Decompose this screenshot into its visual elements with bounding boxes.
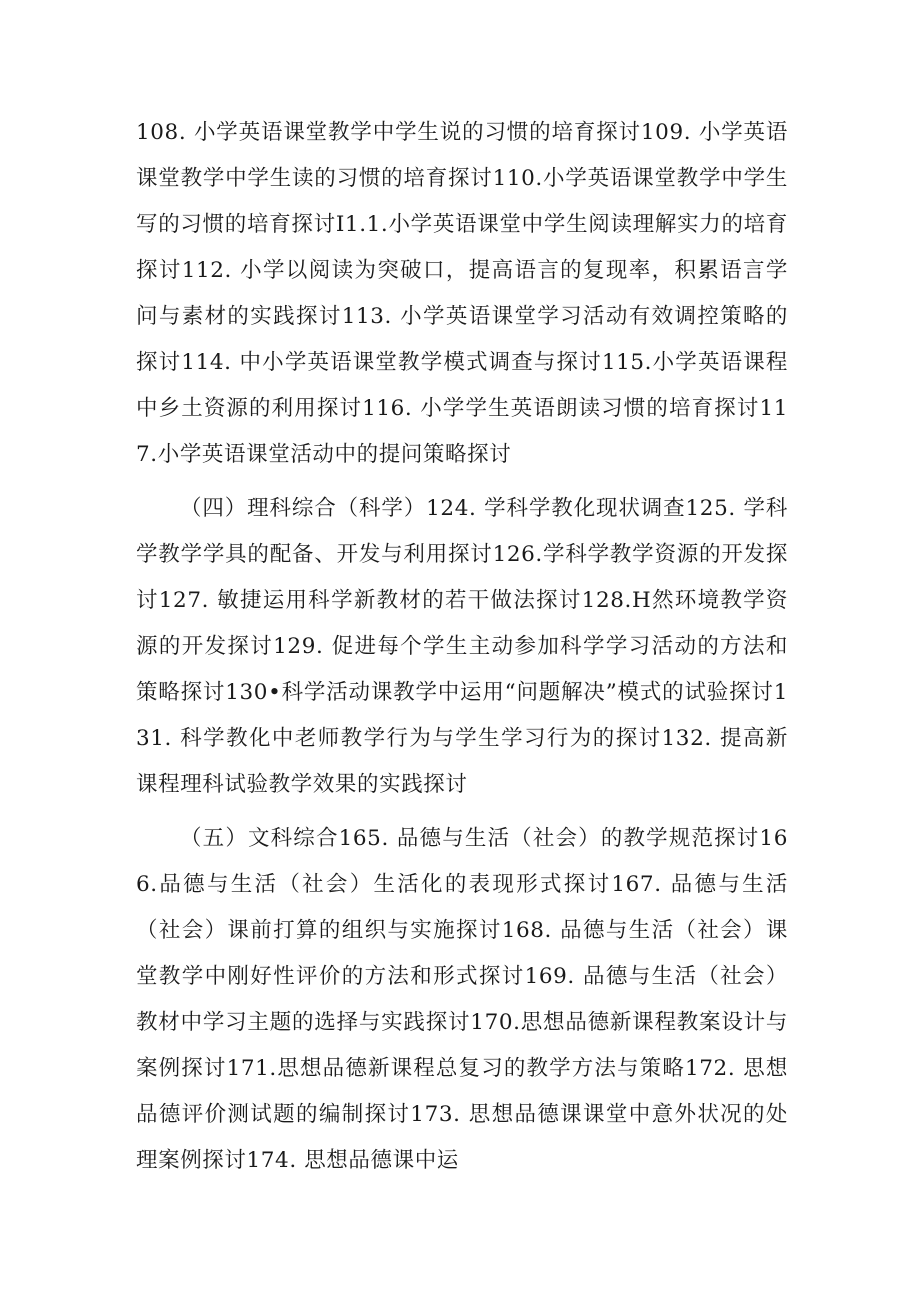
paragraph-english-topics: 108. 小学英语课堂教学中学生说的习惯的培育探讨109. 小学英语课堂教学中学生读的习惯的培育探讨110.小学英语课堂教学中学生写的习惯的培育探讨I1.1.小学英语课堂中学生阅读理解实力的培育探讨112. 小学以阅读为突破口，提高语言的复现率，积累语言学问与素材的实践探讨113. 小学英语课堂学习活动有效调控策略的探讨114. 中小学英语课堂教学模式调查与探讨115.小学英语课程中乡土资源的利用探讨116. 小学学生英语朗读习惯的培育探讨117.小学英语课堂活动中的提问策略探讨	[136, 120, 788, 467]
paragraph-science-topics: （四）理科综合（科学）124. 学科学教化现状调查125. 学科学教学学具的配备、开发与利用探讨126.学科学教学资源的开发探讨127. 敏捷运用科学新教材的若干做法探讨128.H然环境教学资源的开发探讨129. 促进每个学生主动参加科学学习活动的方法和策略探讨130•科学活动课教学中运用“问题解决”模式的试验探讨131. 科学教化中老师教学行为与学生学习行为的探讨132. 提高新课程理科试验教学效果的实践探讨	[136, 496, 788, 797]
document-body	[136, 110, 788, 1184]
paragraph-humanities-topics: （五）文科综合165. 品德与生活（社会）的教学规范探讨166.品德与生活（社会）生活化的表现形式探讨167. 品德与生活（社会）课前打算的组织与实施探讨168. 品德与生活（社会）课堂教学中刚好性评价的方法和形式探讨169. 品德与生活（社会）教材中学习主题的选择与实践探讨170.思想品德新课程教案设计与案例探讨171.思想品德新课程总复习的教学方法与策略172. 思想品德评价测试题的编制探讨173. 思想品德课课堂中意外状况的处理案例探讨174. 思想品德课中运	[136, 826, 788, 1173]
